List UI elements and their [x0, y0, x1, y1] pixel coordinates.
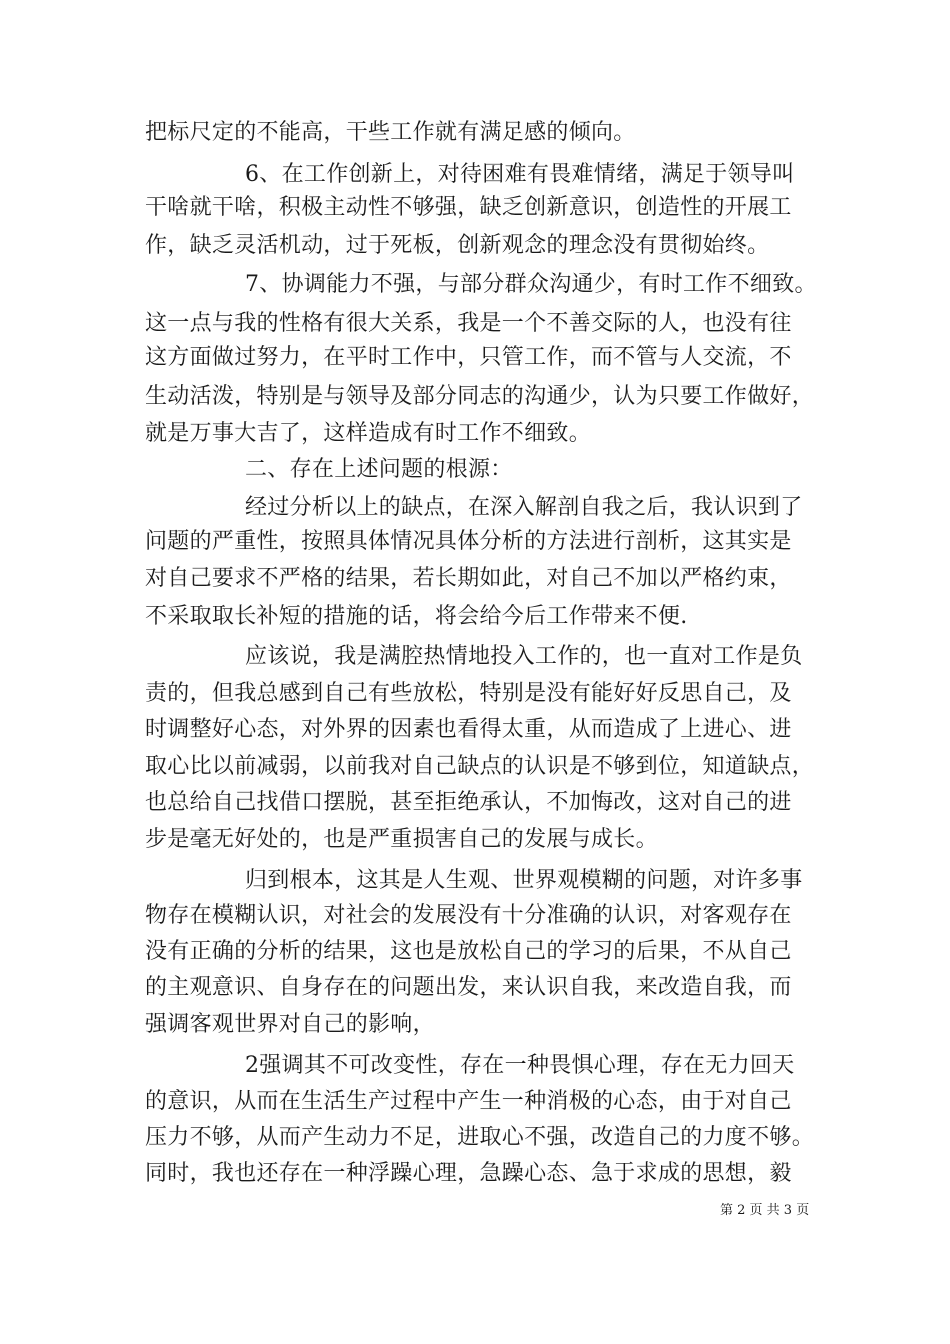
text-line: 责的，但我总感到自己有些放松，特别是没有能好好反思自己，及 — [145, 681, 792, 706]
text-line: 步是毫无好处的，也是严重损害自己的发展与成长。 — [145, 827, 658, 852]
text-line: 没有正确的分析的结果，这也是放松自己的学习的后果，不从自己 — [145, 939, 792, 964]
text-line: 这方面做过努力，在平时工作中，只管工作，而不管与人交流，不 — [145, 345, 792, 370]
text-line: 物存在模糊认识，对社会的发展没有十分准确的认识，对客观存在 — [145, 903, 792, 928]
text-line: 压力不够，从而产生动力不足，进取心不强，改造自己的力度不够。 — [145, 1125, 815, 1150]
text-line: 问题的严重性，按照具体情况具体分析的方法进行剖析，这其实是 — [145, 529, 792, 554]
text-line: 应该说，我是满腔热情地投入工作的，也一直对工作是负 — [245, 644, 803, 669]
text-line: 就是万事大吉了，这样造成有时工作不细致。 — [145, 421, 592, 446]
text-line: 归到根本，这其是人生观、世界观模糊的问题，对许多事 — [245, 868, 803, 893]
text-line: 2强调其不可改变性，存在一种畏惧心理，存在无力回天 — [245, 1053, 795, 1078]
text-line: 这一点与我的性格有很大关系，我是一个不善交际的人，也没有往 — [145, 311, 792, 336]
text-line: 也总给自己找借口摆脱，甚至拒绝承认，不加悔改，这对自己的进 — [145, 790, 792, 815]
text-line: 的意识，从而在生活生产过程中产生一种消极的心态，由于对自己 — [145, 1089, 792, 1114]
text-line: 不采取取长补短的措施的话，将会给今后工作带来不便. — [145, 604, 688, 629]
text-line: 作，缺乏灵活机动，过于死板，创新观念的理念没有贯彻始终。 — [145, 233, 770, 258]
page-number-footer: 第 2 页 共 3 页 — [720, 1203, 810, 1218]
text-line: 生动活泼，特别是与领导及部分同志的沟通少，认为只要工作做好， — [145, 384, 815, 409]
text-line: 时调整好心态，对外界的因素也看得太重，从而造成了上进心、进 — [145, 717, 792, 742]
section-heading: 二、存在上述问题的根源： — [245, 457, 513, 482]
text-line: 对自己要求不严格的结果，若长期如此，对自己不加以严格约束， — [145, 566, 792, 591]
text-line: 6、在工作创新上，对待困难有畏难情绪，满足于领导叫 — [245, 162, 795, 187]
text-line: 7、协调能力不强，与部分群众沟通少，有时工作不细致。 — [245, 272, 817, 297]
text-line: 的主观意识、自身存在的问题出发，来认识自我，来改造自我，而 — [145, 975, 792, 1000]
text-line: 同时，我也还存在一种浮躁心理，急躁心态、急于求成的思想，毅 — [145, 1161, 792, 1186]
text-line: 干啥就干啥，积极主动性不够强，缺乏创新意识，创造性的开展工 — [145, 195, 792, 220]
text-line: 把标尺定的不能高，干些工作就有满足感的倾向。 — [145, 120, 636, 145]
text-line: 强调客观世界对自己的影响， — [145, 1012, 435, 1037]
text-line: 取心比以前减弱，以前我对自己缺点的认识是不够到位，知道缺点， — [145, 754, 815, 779]
text-line: 经过分析以上的缺点，在深入解剖自我之后，我认识到了 — [245, 495, 803, 520]
